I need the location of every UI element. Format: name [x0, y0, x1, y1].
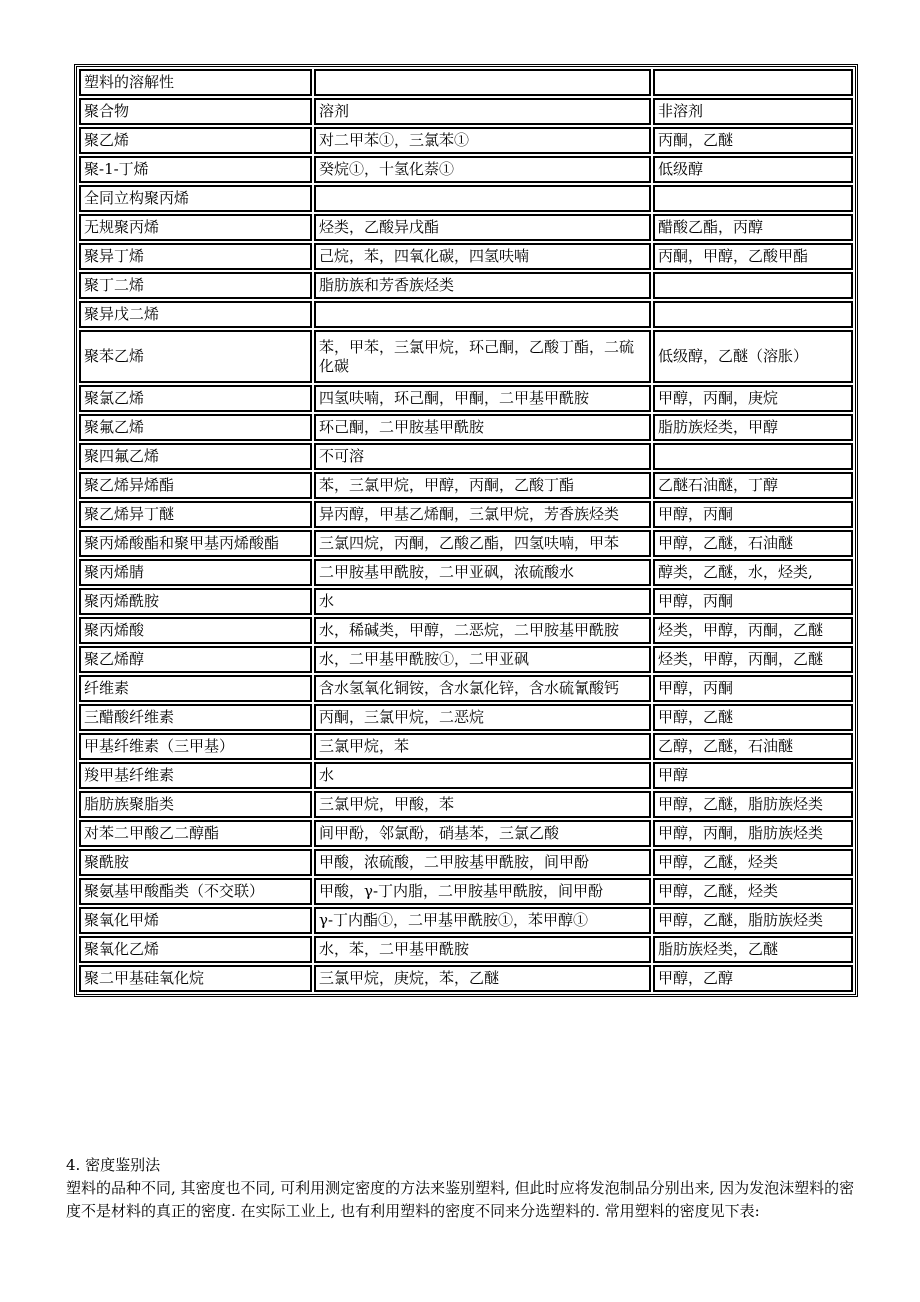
non-solvent-cell: 烃类，甲醇，丙酮，乙醚: [653, 617, 853, 644]
polymer-cell: 聚乙烯醇: [79, 646, 312, 673]
non-solvent-cell: 甲醇: [653, 762, 853, 789]
table-row: [79, 214, 853, 241]
polymer-cell: 无规聚丙烯: [79, 214, 312, 241]
table-row: [79, 733, 853, 760]
polymer-cell: 聚丙烯腈: [79, 559, 312, 586]
polymer-cell: 三醋酸纤维素: [79, 704, 312, 731]
polymer-cell: 聚氧化甲烯: [79, 907, 312, 934]
solvent-cell: 四氢呋喃，环己酮，甲酮，二甲基甲酰胺: [314, 385, 651, 412]
table-row: [79, 965, 853, 992]
polymer-cell: 聚丙烯酸: [79, 617, 312, 644]
solvent-cell: 苯，三氯甲烷，甲醇，丙酮，乙酸丁酯: [314, 472, 651, 499]
non-solvent-cell: 甲醇，乙醚，脂肪族烃类: [653, 907, 853, 934]
section-body: 塑料的品种不同, 其密度也不同, 可利用测定密度的方法来鉴别塑料, 但此时应将发泡制品分别出来, 因为发泡沫塑料的密度不是材料的真正的密度. 在实际工业上, 也有利用塑料的密度不同来分选塑料的. 常用塑料的密度见下表:: [66, 1179, 855, 1220]
table-row: [79, 443, 853, 470]
solubility-table-body: [79, 69, 853, 992]
non-solvent-cell: 醋酸乙酯，丙醇: [653, 214, 853, 241]
table-row: [79, 127, 853, 154]
non-solvent-cell: 脂肪族烃类，甲醇: [653, 414, 853, 441]
table-row: [79, 675, 853, 702]
non-solvent-cell: 脂肪族烃类，乙醚: [653, 936, 853, 963]
solvent-cell: 异丙醇，甲基乙烯酮，三氯甲烷，芳香族烃类: [314, 501, 651, 528]
table-row: [79, 588, 853, 615]
table-row: [79, 936, 853, 963]
table-row: [79, 617, 853, 644]
solvent-cell: 对二甲苯①，三氯苯①: [314, 127, 651, 154]
table-row: [79, 646, 853, 673]
polymer-cell: 聚异戊二烯: [79, 301, 312, 328]
table-row: [79, 501, 853, 528]
polymer-cell: 聚氧化乙烯: [79, 936, 312, 963]
polymer-cell: 聚丁二烯: [79, 272, 312, 299]
polymer-cell: 聚乙烯异丁醚: [79, 501, 312, 528]
solvent-cell: 水，苯，二甲基甲酰胺: [314, 936, 651, 963]
non-solvent-cell: 醇类，乙醚，水，烃类,: [653, 559, 853, 586]
section-heading: 4. 密度鉴别法: [66, 1156, 161, 1174]
solvent-cell: 环己酮，二甲胺基甲酰胺: [314, 414, 651, 441]
table-row: [79, 704, 853, 731]
table-row: [79, 301, 853, 328]
table-row: [79, 820, 853, 847]
table-row: [79, 243, 853, 270]
table-row: [79, 156, 853, 183]
polymer-cell: 聚四氟乙烯: [79, 443, 312, 470]
polymer-cell: 脂肪族聚脂类: [79, 791, 312, 818]
solvent-cell: 三氯四烷，丙酮，乙酸乙酯，四氢呋喃，甲苯: [314, 530, 651, 557]
non-solvent-cell: [653, 443, 853, 470]
non-solvent-cell: 甲醇，乙醇: [653, 965, 853, 992]
solvent-cell: 三氯甲烷，庚烷，苯，乙醚: [314, 965, 651, 992]
polymer-cell: 聚合物: [79, 98, 312, 125]
non-solvent-cell: 烃类，甲醇，丙酮，乙醚: [653, 646, 853, 673]
solvent-cell: [314, 301, 651, 328]
solvent-cell: 水，稀碱类，甲醇，二恶烷，二甲胺基甲酰胺: [314, 617, 651, 644]
solvent-cell: 甲酸，浓硫酸，二甲胺基甲酰胺，间甲酚: [314, 849, 651, 876]
polymer-cell: 聚丙烯酸酯和聚甲基丙烯酸酯: [79, 530, 312, 557]
table-row: [79, 530, 853, 557]
polymer-cell: 聚苯乙烯: [79, 330, 312, 383]
non-solvent-cell: [653, 272, 853, 299]
non-solvent-cell: 甲醇，乙醚: [653, 704, 853, 731]
non-solvent-cell: 乙醇，乙醚，石油醚: [653, 733, 853, 760]
solvent-cell: 水: [314, 762, 651, 789]
polymer-cell: 羧甲基纤维素: [79, 762, 312, 789]
solvent-cell: 三氯甲烷，甲酸，苯: [314, 791, 651, 818]
non-solvent-cell: 甲醇，乙醚，烃类: [653, 878, 853, 905]
non-solvent-cell: [653, 69, 853, 96]
non-solvent-cell: [653, 185, 853, 212]
solvent-cell: [314, 185, 651, 212]
non-solvent-cell: [653, 301, 853, 328]
non-solvent-cell: 丙酮，乙醚: [653, 127, 853, 154]
table-row: [79, 385, 853, 412]
polymer-cell: 甲基纤维素（三甲基）: [79, 733, 312, 760]
solvent-cell: 水，二甲基甲酰胺①，二甲亚砜: [314, 646, 651, 673]
solvent-cell: 脂肪族和芳香族烃类: [314, 272, 651, 299]
table-row: [79, 98, 853, 125]
solvent-cell: 不可溶: [314, 443, 651, 470]
polymer-cell: 聚异丁烯: [79, 243, 312, 270]
polymer-cell: 聚氯乙烯: [79, 385, 312, 412]
solvent-cell: 含水氢氧化铜铵，含水氯化锌，含水硫氰酸钙: [314, 675, 651, 702]
non-solvent-cell: 非溶剂: [653, 98, 853, 125]
solvent-cell: 苯，甲苯，三氯甲烷，环己酮，乙酸丁酯，二硫化碳: [314, 330, 651, 383]
table-row: [79, 762, 853, 789]
table-row: [79, 414, 853, 441]
solvent-cell: 烃类，乙酸异戊酯: [314, 214, 651, 241]
non-solvent-cell: 低级醇，乙醚（溶胀）: [653, 330, 853, 383]
solvent-cell: 三氯甲烷，苯: [314, 733, 651, 760]
solubility-table: [74, 64, 858, 997]
solvent-cell: 甲酸，γ-丁内脂，二甲胺基甲酰胺，间甲酚: [314, 878, 651, 905]
non-solvent-cell: 甲醇，丙酮: [653, 588, 853, 615]
polymer-cell: 全同立构聚丙烯: [79, 185, 312, 212]
polymer-cell: 聚氟乙烯: [79, 414, 312, 441]
table-row: [79, 272, 853, 299]
solvent-cell: 丙酮，三氯甲烷，二恶烷: [314, 704, 651, 731]
table-row: [79, 907, 853, 934]
non-solvent-cell: 甲醇，乙醚，烃类: [653, 849, 853, 876]
polymer-cell: 聚氨基甲酸酯类（不交联）: [79, 878, 312, 905]
table-row: [79, 330, 853, 383]
non-solvent-cell: 甲醇，乙醚，石油醚: [653, 530, 853, 557]
table-row: [79, 878, 853, 905]
polymer-cell: 塑料的溶解性: [79, 69, 312, 96]
table-row: [79, 849, 853, 876]
non-solvent-cell: 甲醇，丙酮，脂肪族烃类: [653, 820, 853, 847]
solvent-cell: [314, 69, 651, 96]
table-row: [79, 185, 853, 212]
non-solvent-cell: 乙醚石油醚，丁醇: [653, 472, 853, 499]
non-solvent-cell: 甲醇，丙酮，庚烷: [653, 385, 853, 412]
non-solvent-cell: 甲醇，乙醚，脂肪族烃类: [653, 791, 853, 818]
density-section: [66, 1154, 862, 1223]
solvent-cell: 二甲胺基甲酰胺，二甲亚砜，浓硫酸水: [314, 559, 651, 586]
polymer-cell: 纤维素: [79, 675, 312, 702]
polymer-cell: 聚乙烯异烯酯: [79, 472, 312, 499]
non-solvent-cell: 甲醇，丙酮: [653, 675, 853, 702]
polymer-cell: 聚-1-丁烯: [79, 156, 312, 183]
solvent-cell: 溶剂: [314, 98, 651, 125]
polymer-cell: 聚乙烯: [79, 127, 312, 154]
solvent-cell: 己烷，苯，四氧化碳，四氢呋喃: [314, 243, 651, 270]
non-solvent-cell: 丙酮，甲醇，乙酸甲酯: [653, 243, 853, 270]
table-row: [79, 559, 853, 586]
polymer-cell: 聚丙烯酰胺: [79, 588, 312, 615]
solvent-cell: γ-丁内酯①，二甲基甲酰胺①，苯甲醇①: [314, 907, 651, 934]
non-solvent-cell: 低级醇: [653, 156, 853, 183]
polymer-cell: 聚二甲基硅氧化烷: [79, 965, 312, 992]
polymer-cell: 对苯二甲酸乙二醇酯: [79, 820, 312, 847]
table-row: [79, 69, 853, 96]
table-row: [79, 472, 853, 499]
solubility-table-container: [74, 64, 858, 997]
non-solvent-cell: 甲醇，丙酮: [653, 501, 853, 528]
polymer-cell: 聚酰胺: [79, 849, 312, 876]
solvent-cell: 间甲酚，邻氯酚，硝基苯，三氯乙酸: [314, 820, 651, 847]
table-row: [79, 791, 853, 818]
solvent-cell: 癸烷①，十氢化萘①: [314, 156, 651, 183]
solvent-cell: 水: [314, 588, 651, 615]
